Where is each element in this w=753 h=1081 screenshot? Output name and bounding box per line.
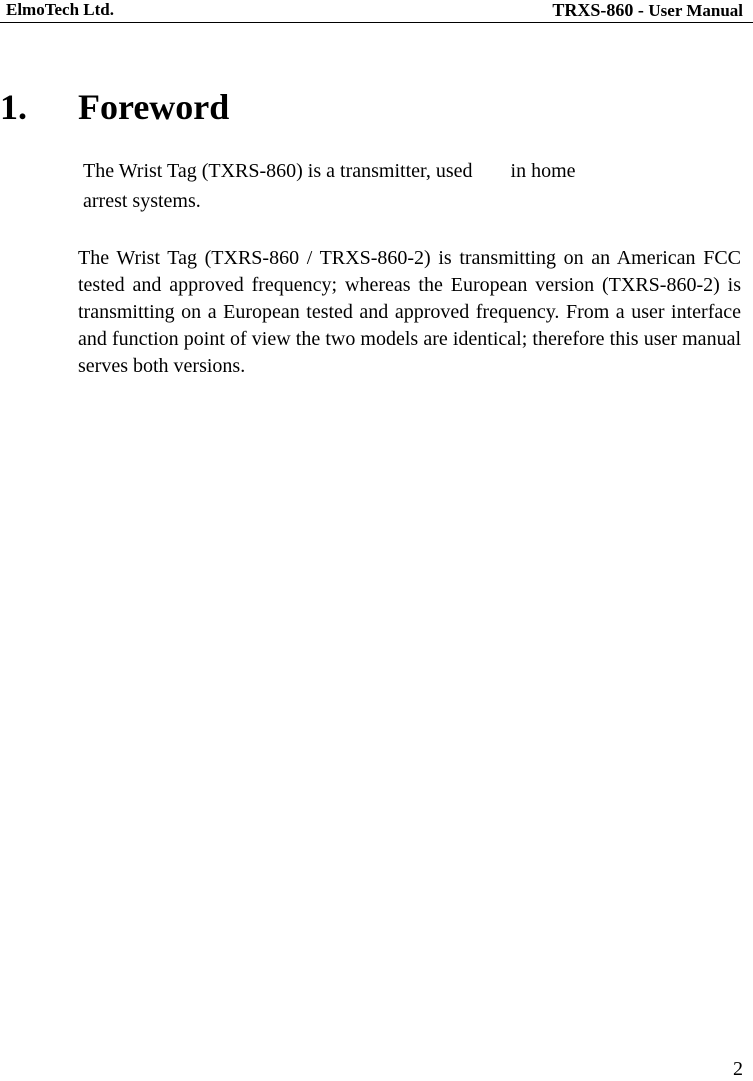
company-name: ElmoTech Ltd.: [6, 0, 115, 19]
document-title-main: TRXS-860 -: [552, 0, 649, 20]
intro-text-3: arrest systems.: [83, 190, 201, 212]
intro-paragraph: [83, 156, 723, 216]
intro-text-1: The Wrist Tag (TXRS-860) is a transmitter, used: [83, 160, 473, 182]
section-number: 1.: [0, 87, 27, 127]
page-number: 2: [733, 1058, 743, 1080]
body-paragraph: The Wrist Tag (TXRS-860 / TRXS-860-2) is transmitting on an American FCC tested and approved frequency; whereas the European version (TXRS-860-2) is transmitting on a European tested and approved frequency. From a user interface and function point of view the two models are identical; therefore this user manual serves both versions.: [78, 247, 741, 377]
section-title: Foreword: [78, 87, 230, 127]
page-header: [0, 0, 753, 23]
document-title-sub: User Manual: [648, 1, 743, 20]
intro-text-2: in home: [510, 160, 576, 182]
document-title: [552, 0, 743, 21]
